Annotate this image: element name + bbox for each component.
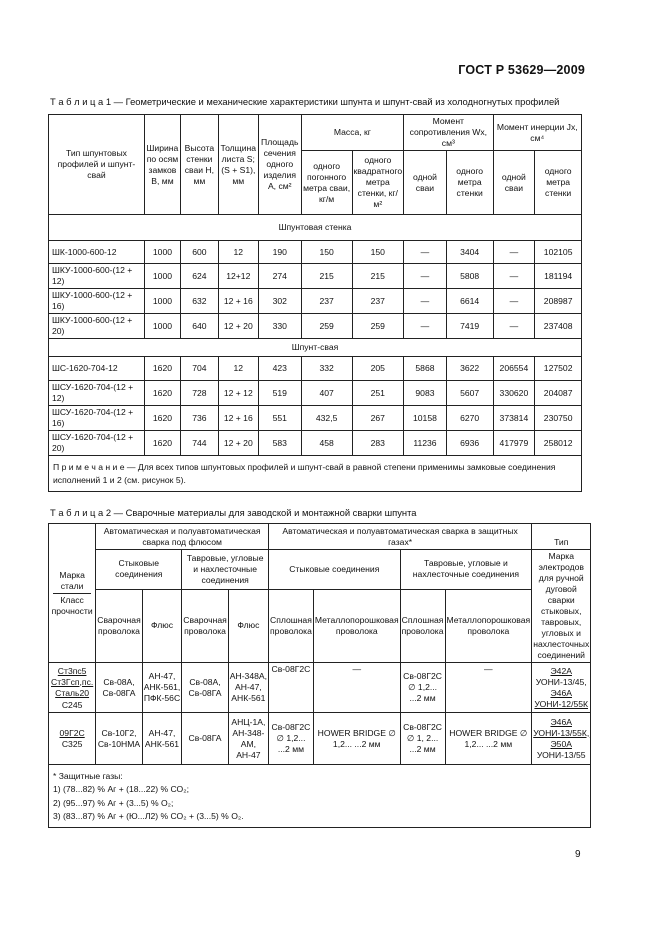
t1-cell: 519 xyxy=(258,381,301,406)
t2-r2-c1: Св-10Г2, Св-10НМА xyxy=(96,713,142,765)
t1-cell: 6270 xyxy=(446,406,493,431)
t1-head-mass-sqm: одного квадратного метра стенки, кг/м² xyxy=(352,151,404,215)
t2-head-tee: Тавровые, угловые и нахлесточные соединения xyxy=(182,550,269,590)
t2-r2-class: С325 xyxy=(61,738,83,749)
t1-cell: 432,5 xyxy=(301,406,352,431)
t1-cell: 215 xyxy=(301,264,352,289)
t2-head-type: Тип xyxy=(532,524,591,550)
t1-cell: 624 xyxy=(180,264,218,289)
t2-r1-e1: Э42А xyxy=(550,665,572,676)
t1-note: П р и м е ч а н и е — Для всех типов шпунтовых профилей и шпунт-свай в равной степени применимы замковые соединения исполнений 1 и 2 (см. рисунок 5). xyxy=(49,456,582,492)
t1-cell: 9083 xyxy=(404,381,447,406)
t1-cell: 417979 xyxy=(493,431,535,456)
t1-cell: 237 xyxy=(301,289,352,314)
t1-cell: 267 xyxy=(352,406,404,431)
t1-section-wall: Шпунтовая стенка xyxy=(49,215,582,241)
t2-r1-e2: УОНИ-13/45, xyxy=(535,676,587,687)
t1-cell: 237 xyxy=(352,289,404,314)
t1-cell-type: ШКУ-1000-600-(12 + 16) xyxy=(49,289,145,314)
t2-r2-grade: 09Г2С xyxy=(59,727,85,738)
t1-cell: 5808 xyxy=(446,264,493,289)
t1-cell: — xyxy=(493,289,535,314)
t1-cell: 259 xyxy=(301,314,352,339)
t2-head-butt: Стыковые соединения xyxy=(96,550,182,590)
t1-head-jx-m: одного метра стенки xyxy=(535,151,582,215)
t2-r1-c7: Св-08Г2С ∅ 1,2... ...2 мм xyxy=(400,663,445,713)
t2-head-flux2: Флюс xyxy=(228,589,268,662)
t2-row-1 xyxy=(49,663,591,713)
t2-head-butt-gas: Стыковые соединения xyxy=(269,550,401,590)
t2-head-powder: Металлопорошковая проволока xyxy=(313,589,400,662)
t1-cell: 12 xyxy=(218,357,258,381)
t2-r2-c6: HOWER BRIDGE ∅ 1,2... ...2 мм xyxy=(313,713,400,765)
t2-r2-e3: Э50А xyxy=(550,738,572,749)
t1-cell: 728 xyxy=(180,381,218,406)
t2-r1-class: С245 xyxy=(61,699,83,710)
t1-cell: 7419 xyxy=(446,314,493,339)
t1-head-jx-pile: одной сваи xyxy=(493,151,535,215)
t2-r1-c3: Св-08А, Св-08ГА xyxy=(182,663,228,713)
t2-r2-c3: Св-08ГА xyxy=(182,713,228,765)
t1-cell-type: ШСУ-1620-704-(12 + 20) xyxy=(49,431,145,456)
t1-cell: 5607 xyxy=(446,381,493,406)
t2-r1-c4: АН-348А, АН-47, АНК-561 xyxy=(228,663,268,713)
t1-cell: 302 xyxy=(258,289,301,314)
t1-cell: 206554 xyxy=(493,357,535,381)
t1-head-wx-m: одного метра стенки xyxy=(446,151,493,215)
t1-cell: 258012 xyxy=(535,431,582,456)
t1-head-thickness: Толщина листа S; (S + S1), мм xyxy=(218,115,258,215)
t2-r2-e2: УОНИ-13/55К, xyxy=(533,727,590,738)
t1-cell: 704 xyxy=(180,357,218,381)
t1-cell: 10158 xyxy=(404,406,447,431)
t2-r1-c1: Св-08А, Св-08ГА xyxy=(96,663,142,713)
t2-head-electrode: Марка электродов для ручной дуговой сварки стыковых, тавровых, угловых и нахлесточных соединений xyxy=(532,550,591,663)
t1-cell-type: ШКУ-1000-600-(12 + 12) xyxy=(49,264,145,289)
t1-cell: 1620 xyxy=(144,431,180,456)
t1-cell: 181194 xyxy=(535,264,582,289)
t2-r1-grade: Ст3пс5 Ст3Гсп,пс. Сталь20 xyxy=(51,665,94,698)
t1-cell: 215 xyxy=(352,264,404,289)
t1-cell: 12 + 12 xyxy=(218,381,258,406)
t2-head-class: Класс прочности xyxy=(51,594,93,616)
t1-section-pile: Шпунт-свая xyxy=(49,339,582,357)
t1-head-type: Тип шпунтовых профилей и шпунт-свай xyxy=(49,115,145,215)
t1-cell: 205 xyxy=(352,357,404,381)
t1-cell: 332 xyxy=(301,357,352,381)
t2-head-wire2: Сварочная проволока xyxy=(182,589,228,662)
t1-cell-type: ШСУ-1620-704-(12 + 16) xyxy=(49,406,145,431)
t2-r2-e4: УОНИ-13/55 xyxy=(536,749,586,760)
t1-row xyxy=(49,264,582,289)
t1-cell: 330 xyxy=(258,314,301,339)
t1-cell: 373814 xyxy=(493,406,535,431)
t1-cell-type: ШКУ-1000-600-(12 + 20) xyxy=(49,314,145,339)
t1-cell: 150 xyxy=(301,241,352,264)
t1-cell: 5868 xyxy=(404,357,447,381)
t1-row xyxy=(49,381,582,406)
document-header: ГОСТ Р 53629—2009 xyxy=(458,63,585,77)
t1-cell: 1000 xyxy=(144,264,180,289)
t1-cell: 423 xyxy=(258,357,301,381)
t2-note-1: 1) (78...82) % Аг + (18...22) % СО₂; xyxy=(53,784,189,795)
table1-caption: Т а б л и ц а 1 — Геометрические и механические характеристики шпунта и шпунт-свай из холодногнутых профилей xyxy=(50,96,560,107)
t1-cell: 3404 xyxy=(446,241,493,264)
t2-r1-c8: — xyxy=(445,663,532,713)
t1-cell: 208987 xyxy=(535,289,582,314)
t1-cell: 1620 xyxy=(144,357,180,381)
t1-cell: — xyxy=(493,264,535,289)
t2-notes xyxy=(49,765,591,828)
t1-cell: 3622 xyxy=(446,357,493,381)
t1-head-wx: Момент сопротивления Wx, см³ xyxy=(404,115,493,151)
t2-head-flux: Флюс xyxy=(142,589,182,662)
t1-cell: — xyxy=(404,264,447,289)
t1-cell: 204087 xyxy=(535,381,582,406)
t1-head-mass: Масса, кг xyxy=(301,115,403,151)
t1-cell: 1000 xyxy=(144,289,180,314)
t1-cell: 583 xyxy=(258,431,301,456)
t1-cell: 12 + 20 xyxy=(218,431,258,456)
t2-head-powder2: Металлопорошковая проволока xyxy=(445,589,532,662)
t1-row xyxy=(49,241,582,264)
t1-cell: 744 xyxy=(180,431,218,456)
t1-cell: 237408 xyxy=(535,314,582,339)
t1-cell: 150 xyxy=(352,241,404,264)
t1-cell-type: ШС-1620-704-12 xyxy=(49,357,145,381)
t1-cell: 102105 xyxy=(535,241,582,264)
t2-r1-c6: — xyxy=(313,663,400,713)
t1-cell: 6936 xyxy=(446,431,493,456)
t1-cell: 6614 xyxy=(446,289,493,314)
t1-cell: 1620 xyxy=(144,381,180,406)
t1-cell: — xyxy=(493,314,535,339)
t2-head-solid: Сплошная проволока xyxy=(269,589,314,662)
t1-head-area: Площадь сечения одного изделия A, см² xyxy=(258,115,301,215)
t1-cell: 259 xyxy=(352,314,404,339)
t1-cell: 1000 xyxy=(144,314,180,339)
t1-cell: 12 + 16 xyxy=(218,406,258,431)
t2-head-wire: Сварочная проволока xyxy=(96,589,142,662)
t1-row xyxy=(49,357,582,381)
t2-row-2 xyxy=(49,713,591,765)
t1-cell: 283 xyxy=(352,431,404,456)
t1-cell: 190 xyxy=(258,241,301,264)
t1-cell: 1000 xyxy=(144,241,180,264)
t1-cell: — xyxy=(493,241,535,264)
t2-r1-c5: Св-08Г2С xyxy=(269,663,314,713)
table2 xyxy=(48,523,591,828)
t2-note-2: 2) (95...97) % Аг + (3...5) % О₂; xyxy=(53,797,174,808)
t1-cell: 407 xyxy=(301,381,352,406)
t1-cell: 127502 xyxy=(535,357,582,381)
t1-cell: 12+12 xyxy=(218,264,258,289)
t2-r2-c5: Св-08Г2С ∅ 1,2... ...2 мм xyxy=(269,713,314,765)
t1-cell: 12 xyxy=(218,241,258,264)
t2-head-solid2: Сплошная проволока xyxy=(400,589,445,662)
t1-cell-type: ШСУ-1620-704-(12 + 12) xyxy=(49,381,145,406)
t1-head-height: Высота стенки сваи H, мм xyxy=(180,115,218,215)
t1-cell: 12 + 16 xyxy=(218,289,258,314)
table2-caption: Т а б л и ц а 2 — Сварочные материалы для заводской и монтажной сварки шпунта xyxy=(50,507,417,518)
t1-cell: 640 xyxy=(180,314,218,339)
t2-head-tee-gas: Тавровые, угловые и нахлесточные соединения xyxy=(400,550,532,590)
t1-cell: 11236 xyxy=(404,431,447,456)
t2-head-auto-gas: Автоматическая и полуавтоматическая сварка в защитных газах* xyxy=(269,524,532,550)
t1-head-width: Ширина по осям замков B, мм xyxy=(144,115,180,215)
t1-cell-type: ШК-1000-600-12 xyxy=(49,241,145,264)
t1-cell: — xyxy=(404,314,447,339)
t2-head-auto-flux: Автоматическая и полуавтоматическая сварка под флюсом xyxy=(96,524,269,550)
t2-note-0: * Защитные газы: xyxy=(53,771,123,781)
t1-row xyxy=(49,406,582,431)
t1-cell: 736 xyxy=(180,406,218,431)
t1-cell: 12 + 20 xyxy=(218,314,258,339)
t1-cell: 458 xyxy=(301,431,352,456)
page-number: 9 xyxy=(575,849,581,860)
t1-cell: 230750 xyxy=(535,406,582,431)
t1-row xyxy=(49,431,582,456)
t1-cell: — xyxy=(404,289,447,314)
table1 xyxy=(48,114,582,492)
t2-r1-c2: АН-47, АНК-561, ПФК-56С xyxy=(142,663,182,713)
t1-head-jx: Момент инерции Jx, см⁴ xyxy=(493,115,581,151)
t2-head-grade: Марка стали xyxy=(53,570,91,594)
t1-cell: 551 xyxy=(258,406,301,431)
t1-cell: 600 xyxy=(180,241,218,264)
t1-cell: 632 xyxy=(180,289,218,314)
t1-cell: 330620 xyxy=(493,381,535,406)
t1-head-mass-pm: одного погонного метра сваи, кг/м xyxy=(301,151,352,215)
t2-r1-e3: Э46А xyxy=(550,687,572,698)
t2-r2-c2: АН-47, АНК-561 xyxy=(142,713,182,765)
t1-cell: — xyxy=(404,241,447,264)
t2-r2-c7: Св-08Г2С ∅ 1, 2... ...2 мм xyxy=(400,713,445,765)
t2-r2-c4: АНЦ-1А, АН-348-АМ, АН-47 xyxy=(228,713,268,765)
t1-cell: 274 xyxy=(258,264,301,289)
t1-cell: 251 xyxy=(352,381,404,406)
t2-note-3: 3) (83...87) % Аг + (Ю...Л2) % СО₂ + (3...5) % О₂. xyxy=(53,810,244,821)
t2-r2-c8: HOWER BRIDGE ∅ 1,2... ...2 мм xyxy=(445,713,532,765)
t1-cell: 1620 xyxy=(144,406,180,431)
t2-r2-e1: Э46А xyxy=(550,716,572,727)
t1-head-wx-pile: одной сваи xyxy=(404,151,447,215)
t1-row xyxy=(49,289,582,314)
t2-r1-e4: УОНИ-12/55К xyxy=(534,698,589,709)
t1-row xyxy=(49,314,582,339)
